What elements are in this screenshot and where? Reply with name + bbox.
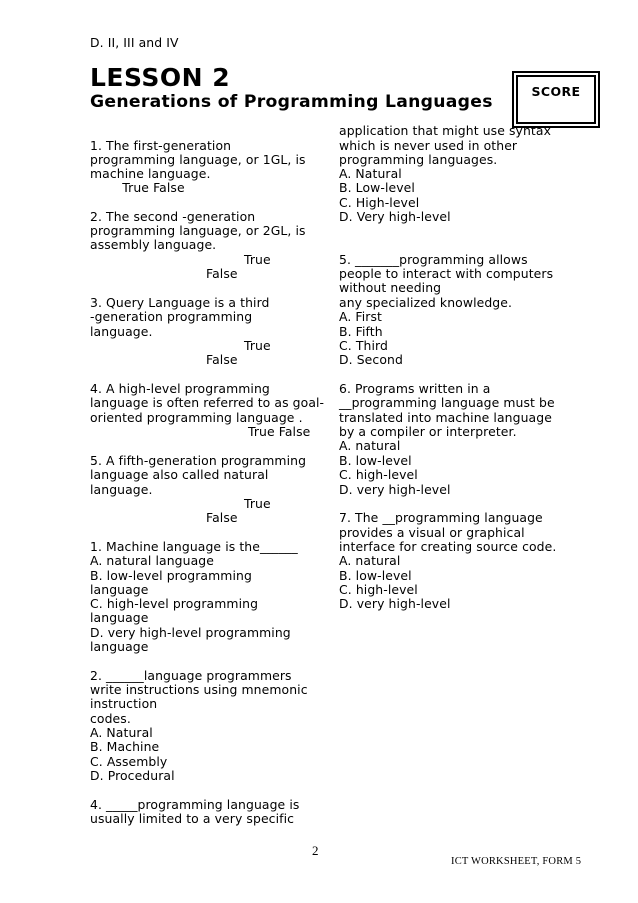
question-line: 3. Query Language is a third [90, 295, 270, 310]
question-line: machine language. [90, 166, 211, 181]
question-line: language. [90, 324, 153, 339]
answer-option: C. Assembly [90, 754, 168, 769]
question-line: programming language, or 1GL, is [90, 152, 306, 167]
question-line: instruction [90, 696, 158, 711]
question-line: programming languages. [339, 152, 498, 167]
answer-option: D. Second [339, 352, 403, 367]
lesson-heading: LESSON 2 [90, 63, 231, 92]
answer-option: language [90, 639, 149, 654]
answer-option: A. Natural [90, 725, 153, 740]
question-line: 5. A fifth-generation programming [90, 453, 307, 468]
false-option: False [206, 352, 238, 367]
true-option: True [244, 496, 271, 511]
score-box-inner-border [516, 75, 596, 124]
true-option: True [244, 252, 271, 267]
question-line: 5. _______programming allows [339, 252, 528, 267]
answer-option: C. Third [339, 338, 388, 353]
question-line: interface for creating source code. [339, 539, 557, 554]
score-label: SCORE [531, 84, 581, 99]
page-number: 2 [312, 843, 319, 858]
question-line: codes. [90, 711, 131, 726]
answer-option: A. natural [339, 553, 401, 568]
answer-option: B. low-level programming [90, 568, 252, 583]
answer-option: C. High-level [339, 195, 420, 210]
answer-option: B. Machine [90, 739, 160, 754]
question-line: language. [90, 482, 153, 497]
previous-answer-line: D. II, III and IV [90, 35, 179, 50]
answer-option: A. Natural [339, 166, 402, 181]
question-line: application that might use syntax [339, 123, 552, 138]
answer-option: language [90, 610, 149, 625]
question-line: 1. Machine language is the______ [90, 539, 298, 554]
question-line: 4. A high-level programming [90, 381, 270, 396]
answer-option: D. Very high-level [339, 209, 451, 224]
question-line: 1. The first-generation [90, 138, 232, 153]
answer-option: A. natural language [90, 553, 214, 568]
answer-option: A. First [339, 309, 383, 324]
question-line: usually limited to a very specific [90, 811, 295, 826]
question-line: people to interact with computers [339, 266, 554, 281]
question-line: assembly language. [90, 237, 217, 252]
true-false-options: True False [90, 180, 185, 195]
question-line: language is often referred to as goal- [90, 395, 325, 410]
false-option: False [206, 510, 238, 525]
answer-option: A. natural [339, 438, 401, 453]
question-line: translated into machine language [339, 410, 552, 425]
score-box [512, 71, 600, 128]
question-line: -generation programming [90, 309, 253, 324]
true-false-options: True False [248, 424, 311, 439]
true-option: True [244, 338, 271, 353]
question-line: 2. ______language programmers [90, 668, 292, 683]
false-option: False [206, 266, 238, 281]
answer-option: D. very high-level [339, 482, 451, 497]
lesson-subtitle: Generations of Programming Languages [90, 92, 493, 112]
answer-option: D. Procedural [90, 768, 175, 783]
answer-option: B. low-level [339, 453, 412, 468]
answer-option: D. very high-level [339, 596, 451, 611]
question-line: __programming language must be [339, 395, 555, 410]
answer-option: B. Low-level [339, 180, 415, 195]
question-line: language also called natural [90, 467, 269, 482]
question-line: by a compiler or interpreter. [339, 424, 517, 439]
question-line: any specialized knowledge. [339, 295, 513, 310]
answer-option: D. very high-level programming [90, 625, 291, 640]
answer-option: B. Fifth [339, 324, 383, 339]
answer-option: language [90, 582, 149, 597]
question-line: oriented programming language . [90, 410, 303, 425]
question-line: without needing [339, 280, 442, 295]
answer-option: C. high-level [339, 467, 418, 482]
question-line: write instructions using mnemonic [90, 682, 308, 697]
answer-option: C. high-level [339, 582, 418, 597]
footer-text: ICT WORKSHEET, FORM 5 [451, 856, 582, 867]
question-line: provides a visual or graphical [339, 525, 525, 540]
question-line: 6. Programs written in a [339, 381, 491, 396]
question-line: 4. _____programming language is [90, 797, 300, 812]
question-line: 2. The second -generation [90, 209, 256, 224]
answer-option: B. low-level [339, 568, 412, 583]
question-line: which is never used in other [339, 138, 518, 153]
question-line: 7. The __programming language [339, 510, 543, 525]
question-line: programming language, or 2GL, is [90, 223, 306, 238]
answer-option: C. high-level programming [90, 596, 259, 611]
